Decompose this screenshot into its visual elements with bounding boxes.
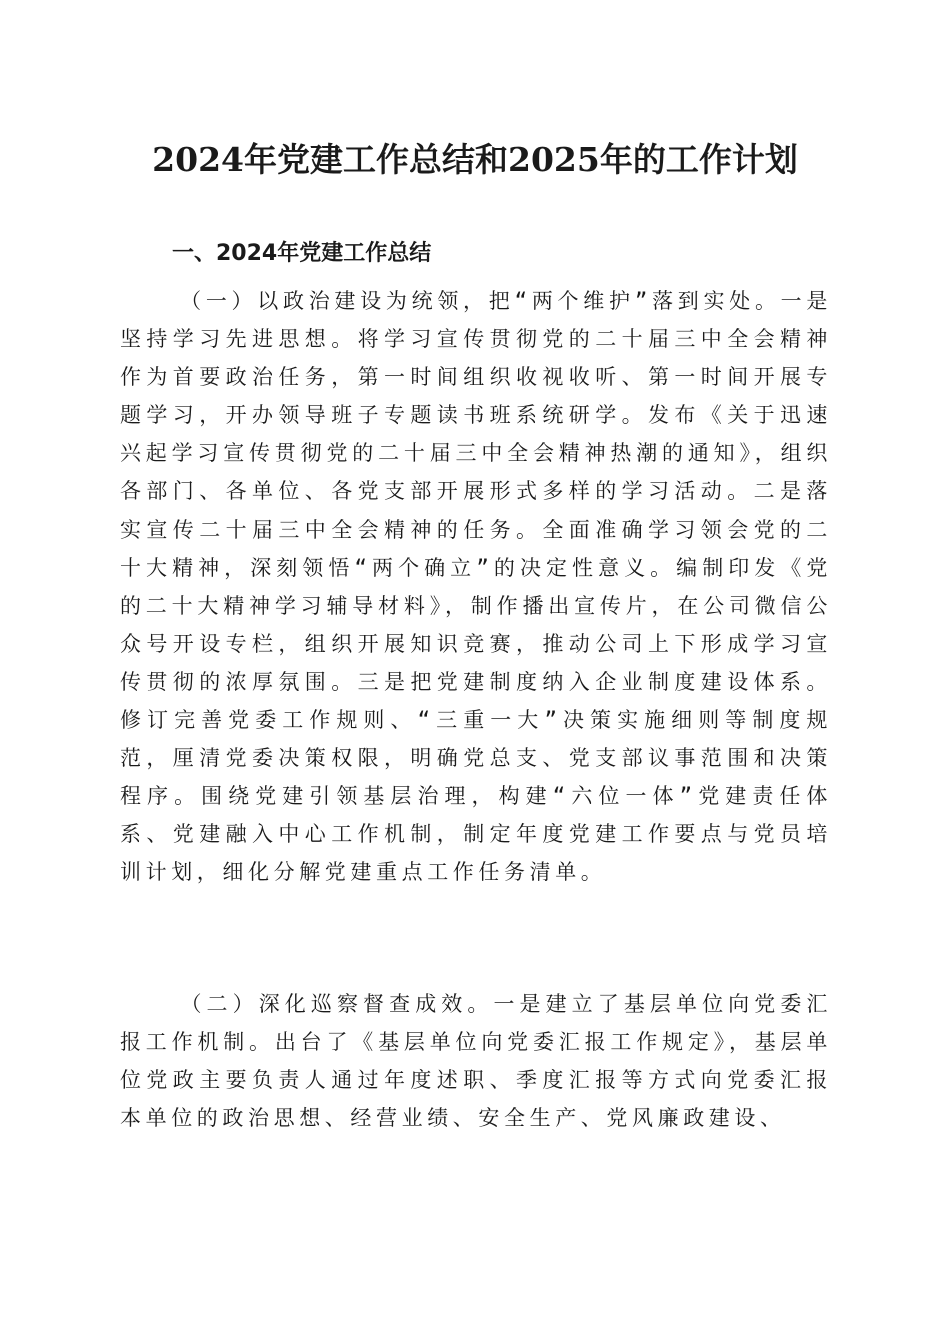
section-heading: 一、2024年党建工作总结	[172, 241, 432, 266]
paragraph-2	[120, 985, 832, 1137]
paragraph-1	[120, 282, 832, 892]
document-title: 2024年党建工作总结和2025年的工作计划	[152, 140, 798, 179]
paragraph-1-text: （一）以政治建设为统领，把“两个维护”落到实处。一是坚持学习先进思想。将学习宣传贯彻党的二十届三中全会精神作为首要政治任务，第一时间组织收视收听、第一时间开展专题学习，开办领导班子专题读书班系统研学。发布《关于迅速兴起学习宣传贯彻党的二十届三中全会精神热潮的通知》，组织各部门、各单位、各党支部开展形式多样的学习活动。二是落实宣传二十届三中全会精神的任务。全面准确学习领会党的二十大精神，深刻领悟“两个确立”的决定性意义。编制印发《党的二十大精神学习辅导材料》，制作播出宣传片，在公司微信公众号开设专栏，组织开展知识竞赛，推动公司上下形成学习宣传贯彻的浓厚氛围。三是把党建制度纳入企业制度建设体系。修订完善党委工作规则、“三重一大”决策实施细则等制度规范，厘清党委决策权限，明确党总支、党支部议事范围和决策程序。围绕党建引领基层治理，构建“六位一体”党建责任体系、党建融入中心工作机制，制定年度党建工作要点与党员培训计划，细化分解党建重点工作任务清单。	[120, 289, 832, 885]
paragraph-2-text: （二）深化巡察督查成效。一是建立了基层单位向党委汇报工作机制。出台了《基层单位向党委汇报工作规定》，基层单位党政主要负责人通过年度述职、季度汇报等方式向党委汇报本单位的政治思想、经营业绩、安全生产、党风廉政建设、	[120, 992, 832, 1131]
